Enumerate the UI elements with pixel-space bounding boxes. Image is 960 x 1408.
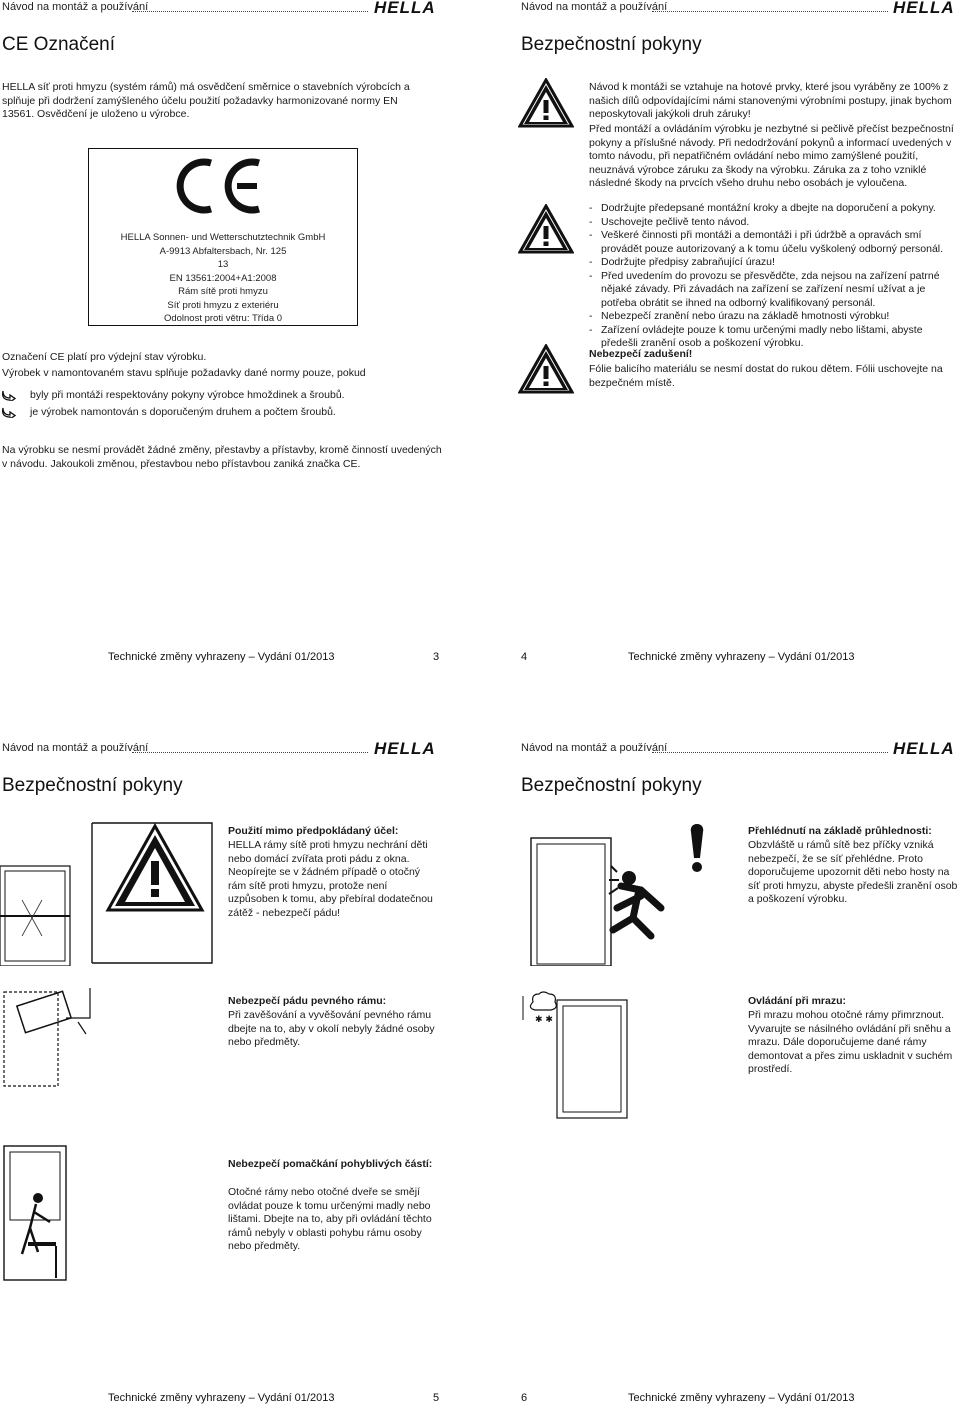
header-rule (652, 752, 888, 753)
safety-list (589, 202, 960, 351)
falling-frame-illustration (0, 982, 100, 1088)
suffocation-text: Fólie balicího materiálu se nesmí dostat do rukou dětem. Fólii uschovejte na bezpečném místě. (589, 363, 943, 389)
list-item: - Uschovejte pečlivě tento návod. (589, 216, 960, 230)
header-rule (132, 11, 368, 12)
arrow-right-icon (2, 406, 30, 423)
warning-icon (518, 204, 574, 254)
footer-text: Technické změny vyhrazeny – Vydání 01/2013 (628, 651, 855, 663)
section-title: Použití mimo předpokládaný účel: (228, 825, 399, 837)
ce-label-box (88, 148, 358, 326)
list-item: - Veškeré činnosti při montáži a demontáži i při údržbě a opravách smí provádět pouze autorizovaný a k tomu účelu vyškolený odborný personál. (589, 229, 960, 256)
safety-read-instructions: Před montáží a ovládáním výrobku je nezbytné si pečlivě přečíst bezpečnostní pokyny a příslušné návody. Při nedodržování pokynů a informací uvedených v tomto návodu, při nepatřičném ovládání nebo mimo zamýšlené použití, neuznává výrobce záruku za škody na výrobku. Záruka za z toho vzniklé následné škody na prvcích všeho druhu nebo osobách je vyloučena. (589, 123, 954, 189)
hella-logo: HELLA (374, 0, 436, 17)
hella-logo: HELLA (893, 739, 955, 758)
section-title: Nebezpečí pádu pevného rámu: (228, 995, 387, 1007)
list-item (2, 406, 432, 423)
page-title: Bezpečnostní pokyny (521, 775, 702, 796)
list-item: - Dodržujte předepsané montážní kroky a dbejte na doporučení a pokyny. (589, 202, 960, 216)
ce-line-address: A-9913 Abfaltersbach, Nr. 125 (159, 245, 287, 257)
page-number: 6 (521, 1392, 528, 1404)
svg-text:✱ ✱: ✱ ✱ (535, 1015, 553, 1025)
section-text: Při mrazu mohou otočné rámy přimrznout. Vyvarujte se násilného ovládání při sněhu a mrazu. Dále doporučujeme dané rámy demontovat a přes zimu uskladnit v suchém prostředí. (748, 1009, 953, 1075)
arrow-right-icon (2, 389, 30, 406)
ce-note-2: Výrobek v namontovaném stavu splňuje požadavky dané normy pouze, pokud (2, 367, 366, 379)
section-title: Přehlédnutí na základě průhlednosti: (748, 825, 932, 837)
ce-line-year: 13 (217, 259, 229, 270)
suffocation-title: Nebezpečí zadušení! (589, 348, 693, 360)
bullet-text: byly při montáži respektovány pokyny výrobce hmoždinek a šroubů. (30, 389, 345, 401)
page-title: Bezpečnostní pokyny (521, 34, 702, 55)
doc-title: Návod na montáž a používání (2, 742, 149, 754)
ce-note-1: Označení CE platí pro výdejní stav výrobku. (2, 351, 207, 363)
page-number: 3 (433, 651, 440, 663)
section-title: Nebezpečí pomačkání pohyblivých částí: (228, 1158, 433, 1170)
hella-logo: HELLA (374, 739, 436, 758)
section-text: Obzvláště u rámů sítě bez příčky vzniká nebezpečí, že se síť přehlédne. Proto doporučujeme upozornit děti nebo hosty na síť proti hmyzu, abyste předešli zranění osob a poškození výrobku. (748, 839, 958, 905)
section-text: Při zavěšování a vyvěšování pevného rámu dbejte na to, aby v okolí nebyly žádné osoby nebo předměty. (228, 1009, 435, 1048)
footer-text: Technické změny vyhrazeny – Vydání 01/2013 (108, 651, 335, 663)
person-collision-illustration (521, 818, 731, 966)
ce-intro: HELLA síť proti hmyzu (systém rámů) má osvědčení směrnice o stavebních výrobcích a splňuje při dodržení zamýšleného účelu použití požadavky harmonizované normy EN 13561. Osvědčení je uloženo u výrobce. (2, 81, 410, 120)
list-item (2, 389, 432, 406)
footer-text: Technické změny vyhrazeny – Vydání 01/2013 (628, 1392, 855, 1404)
section-text: Otočné rámy nebo otočné dveře se smějí ovládat pouze k tomu určenými madly nebo lištami. Dbejte na to, aby při ovládání těchto rámů nebyly v oblasti pohybu rámu osoby nebo předměty. (228, 1186, 432, 1252)
list-item: - Před uvedením do provozu se přesvědčte, zda nejsou na zařízení patrné nějaké závady. Při závadách na zařízení se zařízení nesmí užívat a je potřeba obrátit se ihned na odborný kvalifikovaný personál. (589, 270, 960, 311)
page-title: Bezpečnostní pokyny (2, 775, 183, 796)
ce-line-product: Rám sítě proti hmyzu (178, 286, 268, 297)
header-rule (652, 11, 888, 12)
list-item: - Zařízení ovládejte pouze k tomu určenými madly nebo lištami, abyste předešli zranění osob a poškození výrobku. (589, 324, 960, 351)
frost-window-illustration (521, 990, 631, 1120)
page-number: 4 (521, 651, 528, 663)
hella-logo: HELLA (893, 0, 955, 17)
footer-text: Technické změny vyhrazeny – Vydání 01/2013 (108, 1392, 335, 1404)
section-title: Ovládání při mrazu: (748, 995, 847, 1007)
ce-line-use: Síť proti hmyzu z exteriéru (167, 299, 279, 311)
page-title: CE Označení (2, 34, 115, 55)
ce-line-standard: EN 13561:2004+A1:2008 (169, 272, 277, 284)
doc-title: Návod na montáž a používání (521, 1, 668, 13)
header-rule (132, 752, 368, 753)
section-text: HELLA rámy sítě proti hmyzu nechrání děti nebo domácí zvířata proti pádu z okna. Neopírejte se v žádném případě o otočný rám sítě proti hmyzu, protože není uzpůsoben k tomu, aby přebíral dodatečnou zátěž - nebezpečí pádu! (228, 839, 433, 919)
door-pinch-illustration (0, 1142, 100, 1282)
safety-intro: Návod k montáži se vztahuje na hotové prvky, které jsou vyráběny ze 100% z našich dílů odpovídajícími námi stanovenými výrobními postupy, jinak bychom neposkytovali jakýkoli druh záruky! (589, 81, 952, 120)
ce-line-wind: Odolnost proti větru: Třída 0 (163, 313, 283, 324)
ce-line-company: HELLA Sonnen- und Wetterschutztechnik GmbH (120, 232, 326, 243)
bullet-text: je výrobek namontován s doporučeným druhem a počtem šroubů. (30, 406, 336, 418)
warning-icon (518, 344, 574, 394)
list-item: - Nebezpečí zranění nebo úrazu na základě hmotnosti výrobku! (589, 310, 960, 324)
list-item: - Dodržujte předpisy zabraňující úrazu! (589, 256, 960, 270)
page-number: 5 (433, 1392, 440, 1404)
window-warning-illustration (0, 818, 225, 966)
ce-closing: Na výrobku se nesmí provádět žádné změny, přestavby a přístavby, kromě činností uvedených v návodu. Jakoukoli změnou, přestavbou nebo přístavbou zaniká značka CE. (2, 444, 442, 470)
doc-title: Návod na montáž a používání (2, 1, 149, 13)
warning-icon (518, 78, 574, 128)
ce-mark-icon (167, 153, 267, 217)
doc-title: Návod na montáž a používání (521, 742, 668, 754)
